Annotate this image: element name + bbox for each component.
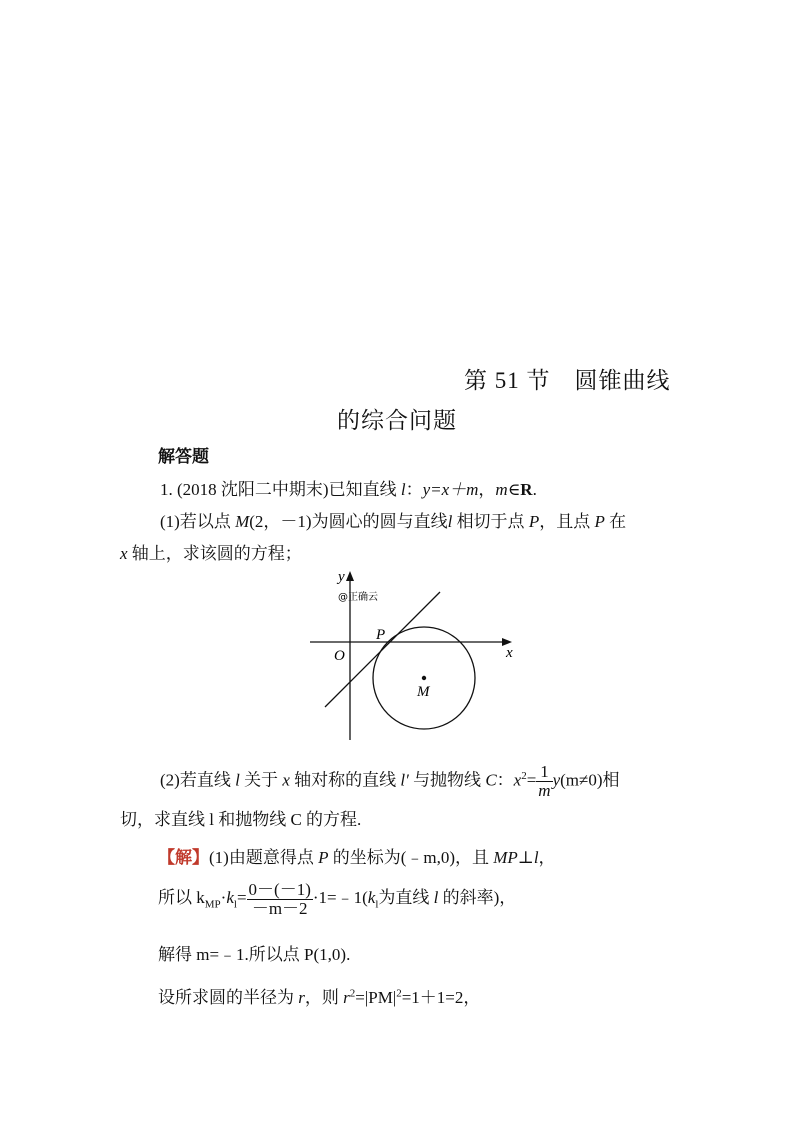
solution-line2-text-c: 为直线 [378, 888, 434, 907]
solution-line2-text-a: 所以 k [158, 888, 205, 907]
equals: = [236, 888, 247, 907]
circle-tangent-figure [300, 562, 530, 744]
y-axis-arrow [346, 571, 354, 581]
period: . [532, 480, 537, 499]
fraction-numerator: 0－(－1) [248, 879, 311, 899]
solution-line4 [158, 983, 480, 1008]
var-m: m [495, 480, 508, 499]
exponent-2: 2 [349, 987, 356, 1000]
var-P: P [528, 512, 540, 531]
solution-line4-text-b: ，则 [304, 988, 344, 1007]
page-title-line1: 第 51 节 圆锥曲线 [464, 368, 671, 393]
part2-line2: 切，求直线 l 和抛物线 C 的方程. [120, 810, 362, 829]
subscript-l: l [233, 898, 237, 911]
var-r: r [343, 988, 350, 1007]
part2-text-c: 轴对称的直线 [289, 770, 401, 790]
colon: ： [496, 770, 514, 790]
subscript-l: l [375, 898, 379, 911]
part1-line2 [120, 539, 302, 564]
colon: ： [405, 480, 423, 499]
problem-intro [160, 475, 537, 500]
solution-line4-text-d: =1＋1=2， [401, 988, 481, 1007]
label-x: x [506, 645, 513, 661]
solution-line1-text-b: 的坐标为(﹣m,0)，且 [328, 848, 494, 867]
solution-line3: 解得 m=﹣1.所以点 P(1,0). [158, 945, 351, 964]
var-k: k [226, 888, 234, 907]
line-equation: y=x＋m [422, 480, 479, 499]
var-y: y [552, 770, 561, 790]
var-C: C [485, 770, 497, 790]
var-l: l [447, 512, 453, 531]
reals-symbol: R [520, 480, 533, 499]
subscript-MP: MP [204, 898, 221, 911]
label-M: M [417, 684, 430, 700]
var-MP: MP [493, 848, 518, 867]
dot: · [220, 888, 227, 907]
part1-line2-text: 轴上，求该圆的方程； [127, 544, 302, 563]
solution-tag: 【解】 [158, 848, 209, 867]
equals: = [526, 770, 537, 790]
solution-line2 [158, 878, 516, 924]
in-symbol: ∈ [507, 480, 521, 499]
label-y: y [338, 569, 345, 585]
var-P: P [318, 848, 329, 867]
var-k: k [367, 888, 376, 907]
solution-line1 [158, 843, 556, 868]
exponent-2: 2 [521, 770, 527, 782]
watermark: @正确云 [338, 592, 378, 603]
page-title-line2: 的综合问题 [337, 408, 457, 433]
part1-text-a: (1)若以点 [160, 512, 236, 531]
part1-text-b: (2，－1)为圆心的圆与直线 [249, 512, 448, 531]
var-x: x [120, 544, 128, 563]
var-l: l [533, 848, 539, 867]
var-l-prime: l′ [400, 770, 409, 790]
part2-condition: (m≠0)相 [560, 770, 620, 790]
fraction-numerator: 1 [536, 763, 552, 782]
center-point-M [422, 676, 426, 680]
slope-fraction [247, 881, 313, 918]
solution-line2-text-b: ·1=﹣1( [312, 888, 368, 907]
part1-text-d: ，且点 [539, 512, 595, 531]
part2-text-d: 与抛物线 [408, 770, 486, 790]
section-heading: 解答题 [158, 447, 209, 466]
fraction-1-over-m [536, 763, 552, 800]
solution-line4-text-a: 设所求圆的半径为 [158, 988, 299, 1007]
part2-line1 [160, 758, 620, 800]
comma: ， [538, 848, 556, 867]
part1-text-e: 在 [604, 512, 627, 531]
perp-symbol: ⊥ [517, 848, 534, 867]
var-l: l [400, 480, 406, 499]
solution-line4-text-c: =|PM| [355, 988, 397, 1007]
part1-text-c: 相切于点 [452, 512, 529, 531]
var-l: l [235, 770, 240, 790]
part2-text-b: 关于 [239, 770, 283, 790]
part2-text-a: (2)若直线 [160, 770, 236, 790]
var-M: M [235, 512, 250, 531]
fraction-denominator: m [538, 781, 551, 801]
label-O: O [334, 648, 345, 664]
fraction-denominator: －m－2 [251, 898, 308, 918]
solution-line1-text-a: (1)由题意得点 [209, 848, 319, 867]
part1-line1 [160, 507, 626, 532]
exponent-2: 2 [396, 987, 402, 1000]
label-P: P [376, 627, 386, 643]
var-x: x [282, 770, 290, 790]
problem-intro-prefix: 1. (2018 沈阳二中期末)已知直线 [160, 480, 401, 499]
var-x: x [513, 770, 522, 790]
var-l: l [433, 888, 439, 907]
comma: ， [478, 480, 496, 499]
solution-line2-text-d: 的斜率)， [438, 888, 517, 907]
var-r: r [298, 988, 305, 1007]
var-P: P [594, 512, 605, 531]
